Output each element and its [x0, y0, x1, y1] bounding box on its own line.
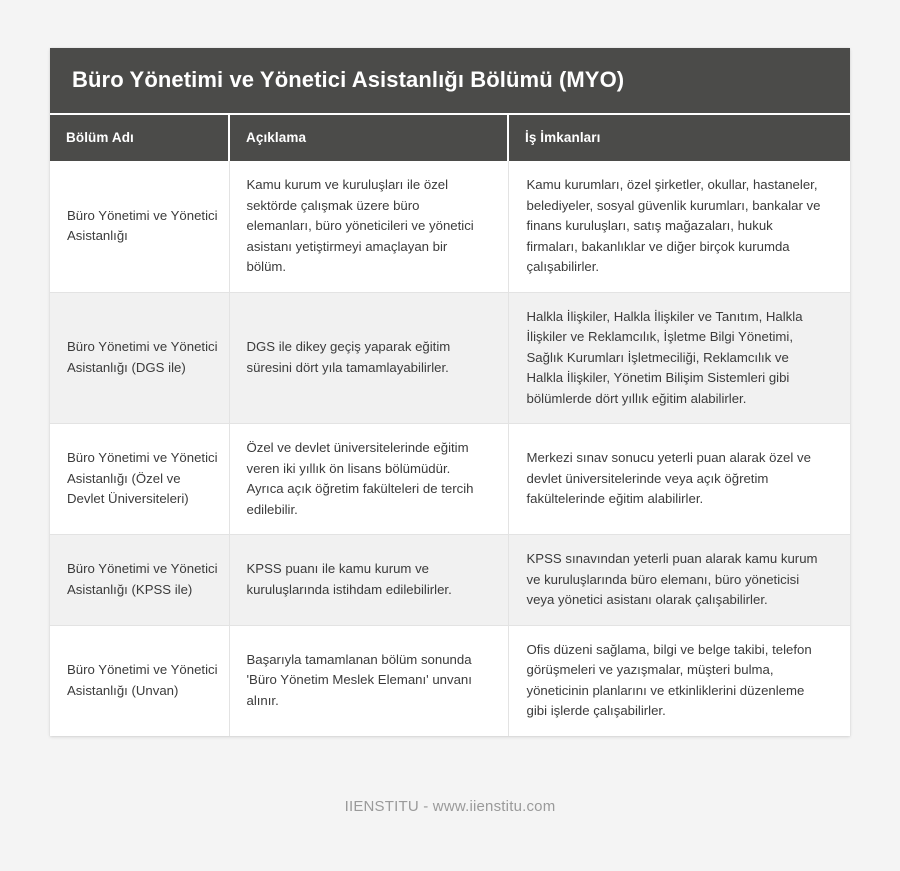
cell-job-opportunities: Merkezi sınav sonucu yeterli puan alarak özel ve devlet üniversitelerinde veya açık öğretim fakültelerinde eğitim alabilirler. — [508, 424, 850, 535]
footer-attribution: IIENSTITU - www.iienstitu.com — [344, 798, 556, 815]
cell-department-name: Büro Yönetimi ve Yönetici Asistanlığı (KPSS ile) — [50, 535, 229, 626]
cell-job-opportunities: Ofis düzeni sağlama, bilgi ve belge takibi, telefon görüşmeleri ve yazışmalar, müşteri bulma, yöneticinin planlarını ve etkinliklerini düzenleme gibi işlerde çalışabilirler. — [508, 625, 850, 736]
table-header-row — [50, 115, 850, 161]
column-header-is-imkanlari: İş İmkanları — [508, 115, 850, 161]
table-row — [50, 424, 850, 535]
cell-job-opportunities: KPSS sınavından yeterli puan alarak kamu kurum ve kuruluşlarında büro elemanı, büro yöneticisi veya yönetici asistanı olarak çalışabilirler. — [508, 535, 850, 626]
info-table-card — [50, 48, 850, 736]
table-row — [50, 292, 850, 424]
cell-description: Başarıyla tamamlanan bölüm sonunda 'Büro Yönetim Meslek Elemanı' unvanı alınır. — [229, 625, 508, 736]
table-body — [50, 161, 850, 736]
cell-department-name: Büro Yönetimi ve Yönetici Asistanlığı (DGS ile) — [50, 292, 229, 424]
table-row — [50, 161, 850, 292]
cell-department-name: Büro Yönetimi ve Yönetici Asistanlığı (Özel ve Devlet Üniversiteleri) — [50, 424, 229, 535]
table-header — [50, 115, 850, 161]
departments-table — [50, 115, 850, 736]
page-title: Büro Yönetimi ve Yönetici Asistanlığı Bölümü (MYO) — [72, 67, 625, 92]
cell-description: KPSS puanı ile kamu kurum ve kuruluşlarında istihdam edilebilirler. — [229, 535, 508, 626]
table-row — [50, 535, 850, 626]
cell-job-opportunities: Kamu kurumları, özel şirketler, okullar, hastaneler, belediyeler, sosyal güvenlik kurumları, bankalar ve finans kuruluşları, satış mağazaları, hukuk firmaları, bakanlıklar ve diğer birçok kurumda çalışabilirler. — [508, 161, 850, 292]
cell-department-name: Büro Yönetimi ve Yönetici Asistanlığı — [50, 161, 229, 292]
footer — [0, 798, 900, 816]
table-row — [50, 625, 850, 736]
table-title-bar — [50, 48, 850, 113]
column-header-bolum-adi: Bölüm Adı — [50, 115, 229, 161]
column-header-aciklama: Açıklama — [229, 115, 508, 161]
cell-description: Kamu kurum ve kuruluşları ile özel sektörde çalışmak üzere büro elemanları, büro yöneticileri ve yönetici asistanı yetiştirmeyi amaçlayan bir bölüm. — [229, 161, 508, 292]
cell-job-opportunities: Halkla İlişkiler, Halkla İlişkiler ve Tanıtım, Halkla İlişkiler ve Reklamcılık, İşletme Bilgi Yönetimi, Sağlık Kurumları İşletmeciliği, Reklamcılık ve Halkla İlişkiler, Yönetim Bilişim Sistemleri gibi bölümlerde dört yıllık eğitim alabilirler. — [508, 292, 850, 424]
cell-department-name: Büro Yönetimi ve Yönetici Asistanlığı (Unvan) — [50, 625, 229, 736]
cell-description: Özel ve devlet üniversitelerinde eğitim veren iki yıllık ön lisans bölümüdür. Ayrıca açık öğretim fakülteleri de tercih edilebilir. — [229, 424, 508, 535]
cell-description: DGS ile dikey geçiş yaparak eğitim süresini dört yıla tamamlayabilirler. — [229, 292, 508, 424]
